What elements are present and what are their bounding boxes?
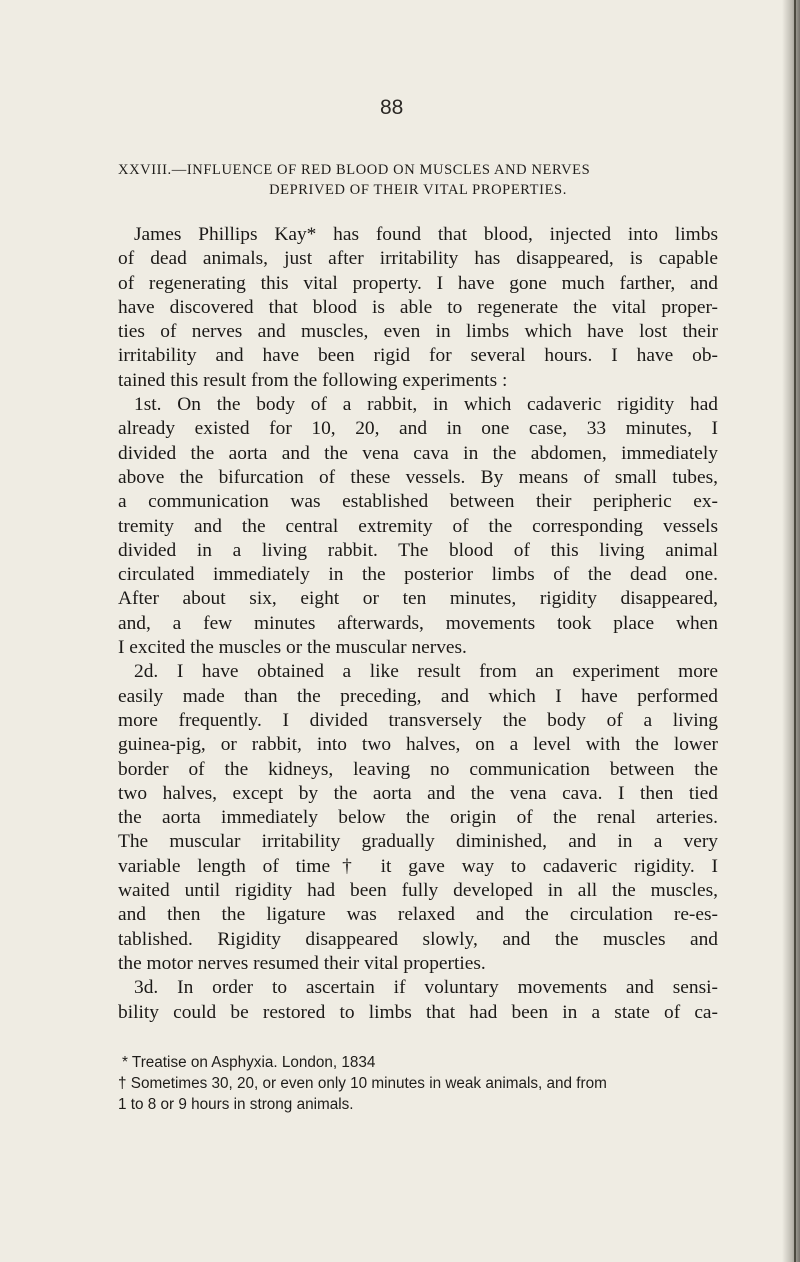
paragraph-line: The muscular irritability gradually diminished, and in a very	[118, 831, 718, 853]
paragraph-line: James Phillips Kay* has found that blood, injected into limbs	[134, 224, 718, 245]
paragraph-line: tablished. Rigidity disappeared slowly, and the muscles and	[118, 928, 718, 950]
paragraph-line: divided the aorta and the vena cava in the abdomen, immediately	[118, 442, 718, 464]
paragraph-line: two halves, except by the aorta and the vena cava. I then tied	[118, 782, 718, 804]
paragraph-line: variable length of time† it gave way to cadaveric rigidity. I	[118, 855, 718, 877]
paragraph-line: tained this result from the following experiments :	[118, 369, 508, 391]
paragraph-line: border of the kidneys, leaving no communication between the	[118, 758, 718, 780]
section-heading	[118, 160, 718, 200]
paragraph-line: and, a few minutes afterwards, movements took place when	[118, 612, 718, 634]
paragraph-line: of dead animals, just after irritability has disappeared, is capable	[118, 248, 718, 270]
paragraph-line: tremity and the central extremity of the corresponding vessels	[118, 515, 718, 537]
paragraph-line: and then the ligature was relaxed and the circulation re-es-	[118, 904, 718, 926]
page-number: 88	[380, 96, 404, 119]
footnote-dagger-continued: 1 to 8 or 9 hours in strong animals.	[118, 1096, 354, 1113]
paragraph-line: irritability and have been rigid for several hours. I have ob-	[118, 345, 718, 367]
footnote-dagger: † Sometimes 30, 20, or even only 10 minutes in weak animals, and from	[118, 1075, 607, 1092]
paragraph-line: After about six, eight or ten minutes, rigidity disappeared,	[118, 588, 718, 610]
footnote-asterisk: * Treatise on Asphyxia. London, 1834	[122, 1054, 376, 1071]
paragraph-line: 3d. In order to ascertain if voluntary movements and sensi-	[134, 977, 718, 999]
paragraph-line: divided in a living rabbit. The blood of this living animal	[118, 539, 718, 561]
paragraph-line: ties of nerves and muscles, even in limbs which have lost their	[118, 321, 718, 343]
footnotes	[118, 1052, 728, 1115]
section-heading-line-1: XXVIII.—INFLUENCE OF RED BLOOD ON MUSCLES AND NERVES	[118, 162, 591, 178]
page-edge-shadow	[782, 0, 800, 1262]
paragraph-line: more frequently. I divided transversely the body of a living	[118, 709, 718, 731]
paragraph-line: of regenerating this vital property. I have gone much farther, and	[118, 272, 718, 294]
paragraph-line: bility could be restored to limbs that had been in a state of ca-	[118, 1001, 718, 1023]
paragraph-line: 2d. I have obtained a like result from an experiment more	[134, 661, 718, 683]
paragraph-line: a communication was established between their peripheric ex-	[118, 491, 718, 513]
paragraph-line: I excited the muscles or the muscular nerves.	[118, 637, 467, 659]
paragraph-line: circulated immediately in the posterior limbs of the dead one.	[118, 564, 718, 586]
paragraph-line: 1st. On the body of a rabbit, in which cadaveric rigidity had	[134, 394, 718, 416]
page-edge-line	[794, 0, 796, 1262]
paragraph-line: already existed for 10, 20, and in one case, 33 minutes, I	[118, 418, 718, 440]
paragraph-line: waited until rigidity had been fully developed in all the muscles,	[118, 880, 718, 902]
paragraph-line: easily made than the preceding, and which I have performed	[118, 685, 718, 707]
paragraph-line: guinea-pig, or rabbit, into two halves, on a level with the lower	[118, 734, 718, 756]
paragraph-line: have discovered that blood is able to regenerate the vital proper-	[118, 296, 718, 318]
section-heading-line-2: DEPRIVED OF THEIR VITAL PROPERTIES.	[269, 182, 567, 198]
paragraph-line: above the bifurcation of these vessels. By means of small tubes,	[118, 466, 718, 488]
paragraph-line: the aorta immediately below the origin of the renal arteries.	[118, 807, 718, 829]
body-text	[118, 223, 718, 1025]
paragraph-line: the motor nerves resumed their vital properties.	[118, 952, 486, 974]
